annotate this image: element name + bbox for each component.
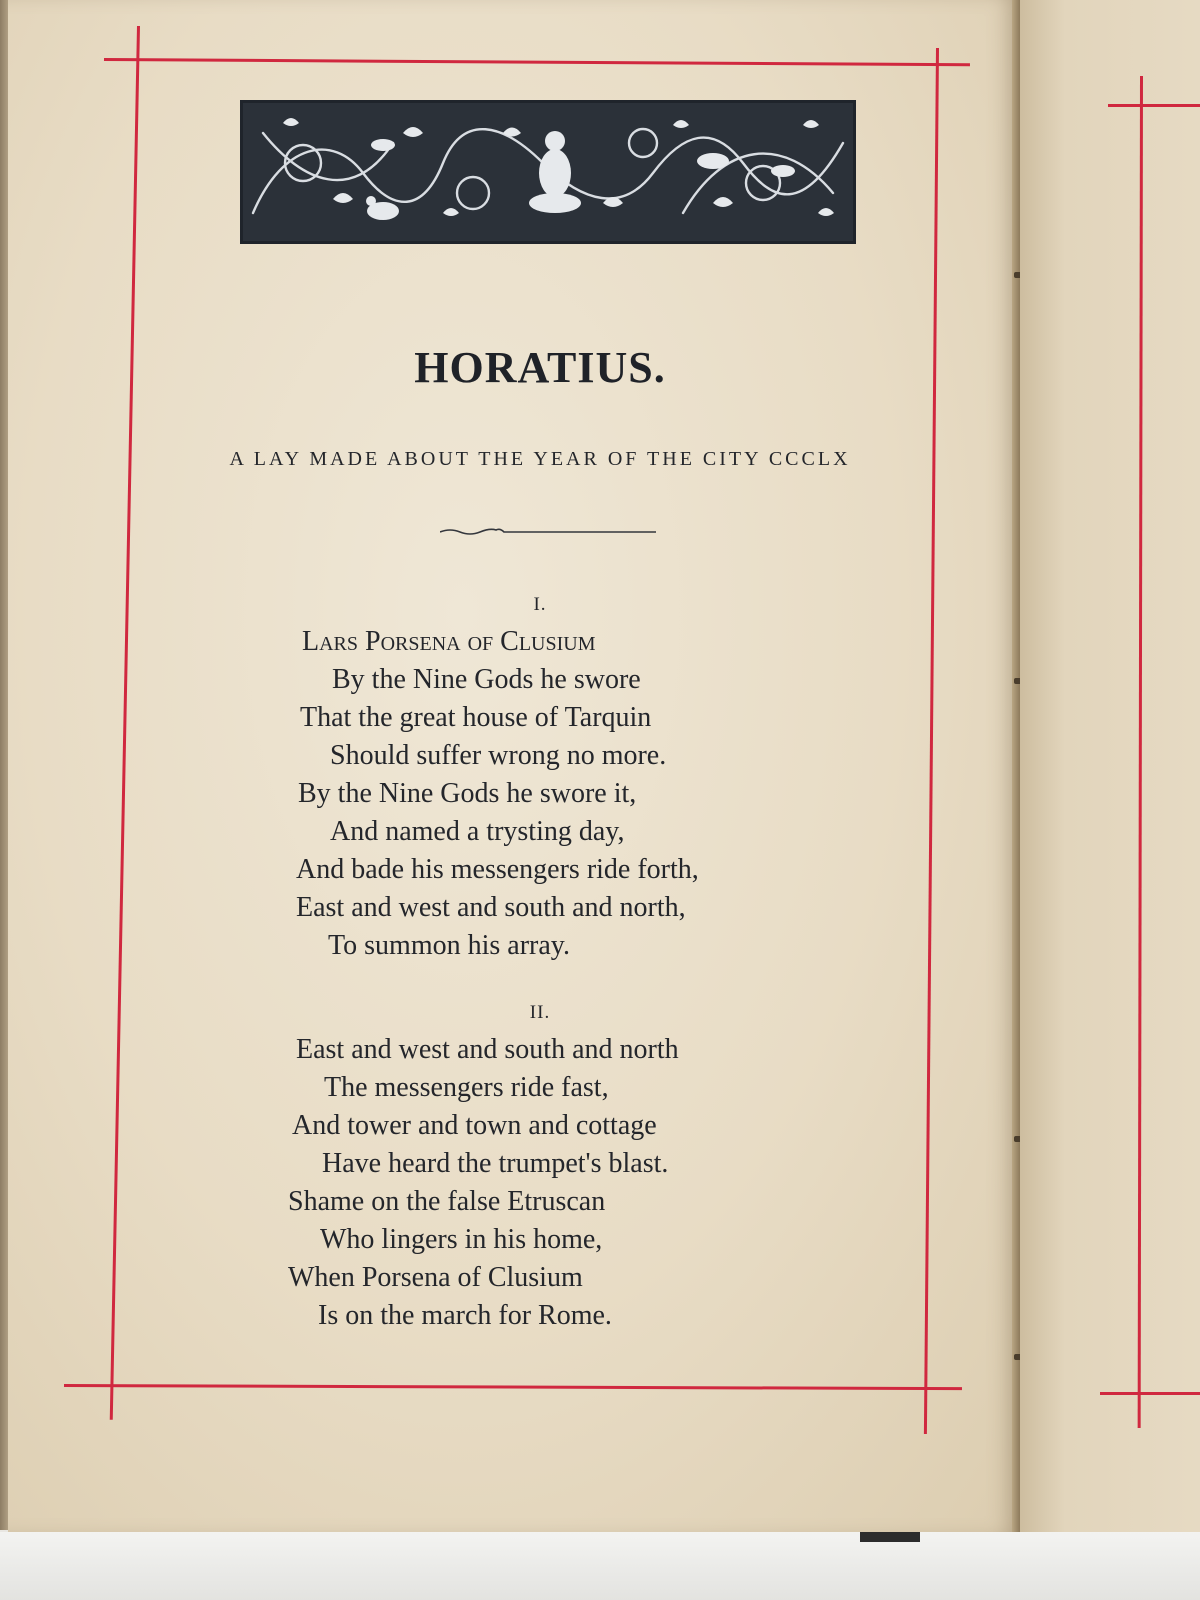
page-title: HORATIUS. — [414, 343, 666, 392]
table-surface — [0, 1532, 1200, 1600]
verse-line: Shame on the false Etruscan — [288, 1186, 606, 1217]
verse-line: And bade his messengers ride forth, — [296, 854, 699, 885]
verse-line: The messengers ride fast, — [324, 1072, 609, 1103]
verse-line — [302, 626, 596, 658]
verse-line: And tower and town and cottage — [292, 1110, 657, 1141]
right-page — [1020, 0, 1200, 1532]
verse-line: Have heard the trumpet's blast. — [322, 1148, 669, 1179]
stanza-numeral: II. — [529, 1002, 551, 1023]
verse-line-text: Lars Porsena of Clusium — [302, 626, 596, 657]
verse-line: By the Nine Gods he swore it, — [298, 778, 637, 809]
spine-strip — [860, 1532, 920, 1542]
verse-line: By the Nine Gods he swore — [332, 664, 641, 695]
ornament-header-band — [240, 100, 856, 244]
right-page-border-top — [1108, 104, 1200, 107]
verse-line: East and west and south and north — [296, 1034, 679, 1065]
verse-line: When Porsena of Clusium — [288, 1262, 583, 1293]
verse-line: Should suffer wrong no more. — [330, 740, 667, 771]
flourish-divider — [440, 522, 656, 542]
verse-line: That the great house of Tarquin — [300, 702, 652, 733]
verse-line: And named a trysting day, — [330, 816, 625, 847]
stanza-numeral: I. — [533, 594, 547, 615]
right-page-border-bottom — [1100, 1392, 1200, 1395]
verse-line: East and west and south and north, — [296, 892, 686, 923]
page-subtitle: A LAY MADE ABOUT THE YEAR OF THE CITY CCCLX — [229, 448, 851, 470]
verse-line: To summon his array. — [328, 930, 570, 961]
vine-ornament-icon — [243, 103, 853, 241]
verse-line: Who lingers in his home, — [320, 1224, 603, 1255]
verse-line: Is on the march for Rome. — [318, 1300, 612, 1331]
